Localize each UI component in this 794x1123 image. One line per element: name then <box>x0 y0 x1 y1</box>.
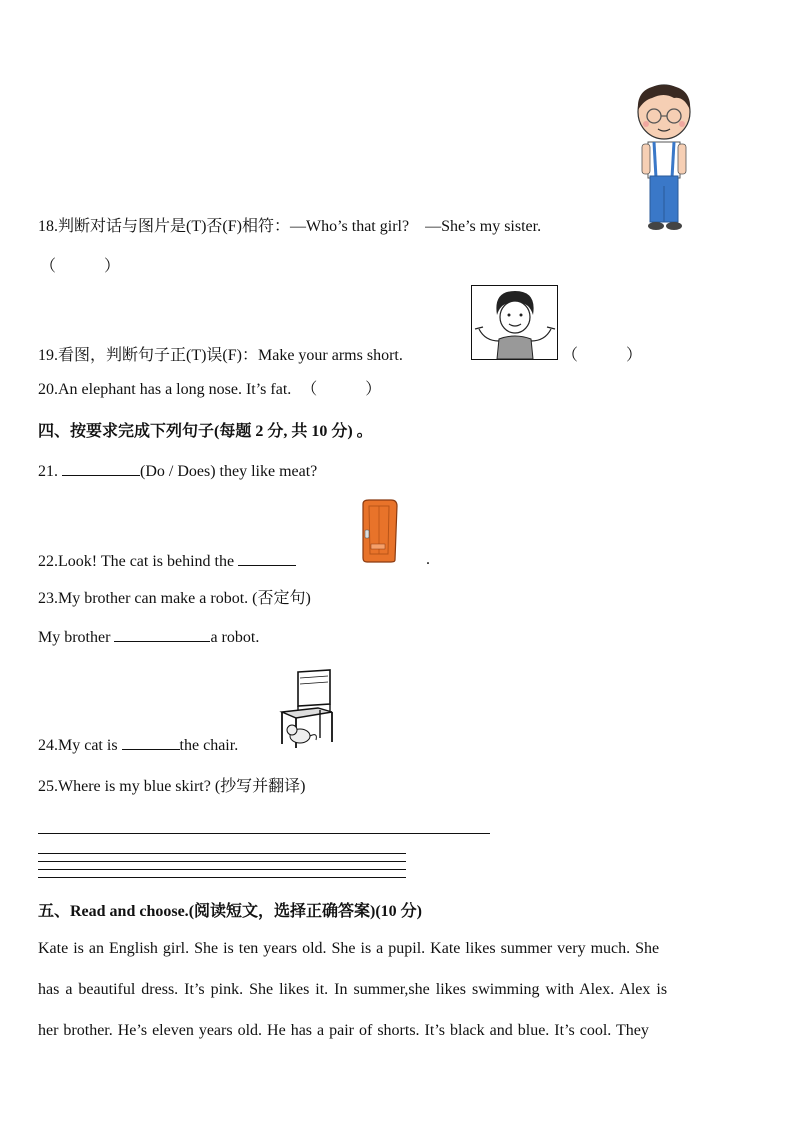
door-illustration <box>357 498 401 564</box>
question-25: 25.Where is my blue skirt? (抄写并翻译) <box>38 778 306 795</box>
answer-line-2[interactable] <box>38 853 406 854</box>
question-22: 22.Look! The cat is behind the <box>38 551 296 571</box>
question-18-answer-paren[interactable]: （ ） <box>40 258 121 275</box>
section-5-title: 五、Read and choose.(阅读短文，选择正确答案)(10 分) <box>38 903 423 920</box>
question-19-text: 19.看图，判断句子正(T)误(F)：Make your arms short. <box>38 347 403 364</box>
shrugging-person-illustration <box>471 285 558 360</box>
boy-illustration <box>628 82 700 232</box>
question-22-blank[interactable] <box>238 551 296 566</box>
question-20-text: 20.An elephant has a long nose. It’s fat. <box>38 381 292 398</box>
question-24-blank[interactable] <box>122 735 180 750</box>
question-19-answer-paren[interactable]: （ ） <box>562 347 643 364</box>
answer-line-4[interactable] <box>38 869 406 870</box>
question-23-answer: My brother a robot. <box>38 629 260 646</box>
question-22-period: . <box>426 551 430 568</box>
question-23-blank[interactable] <box>114 627 210 642</box>
question-18-text: 18.判断对话与图片是(T)否(F)相符：—Who’s that girl? —She’s my sister. <box>38 218 542 235</box>
question-20 <box>38 376 381 399</box>
question-19 <box>38 342 403 365</box>
passage-line-1: Kate is an English girl. She is ten years old. She is a pupil. Kate likes summer very much. She <box>38 940 660 957</box>
question-21-blank[interactable] <box>62 461 140 476</box>
answer-line-3[interactable] <box>38 861 406 862</box>
section-4-title: 四、按要求完成下列句子(每题 2 分, 共 10 分) 。 <box>38 423 373 440</box>
question-21: 21. (Do / Does) they like meat? <box>38 463 318 480</box>
passage-line-3: her brother. He’s eleven years old. He has a pair of shorts. It’s black and blue. It’s cool. They <box>38 1022 649 1039</box>
passage-line-2: has a beautiful dress. It’s pink. She likes it. In summer,she likes swimming with Alex. Alex is <box>38 981 668 998</box>
question-23: 23.My brother can make a robot. (否定句) <box>38 590 311 607</box>
answer-line-5[interactable] <box>38 877 406 878</box>
answer-line-1[interactable] <box>38 833 490 834</box>
question-24: 24.My cat is the chair. <box>38 737 239 754</box>
chair-with-cat-illustration <box>278 668 334 750</box>
question-18 <box>38 213 541 236</box>
question-20-answer-paren[interactable]: （ ） <box>301 381 382 398</box>
